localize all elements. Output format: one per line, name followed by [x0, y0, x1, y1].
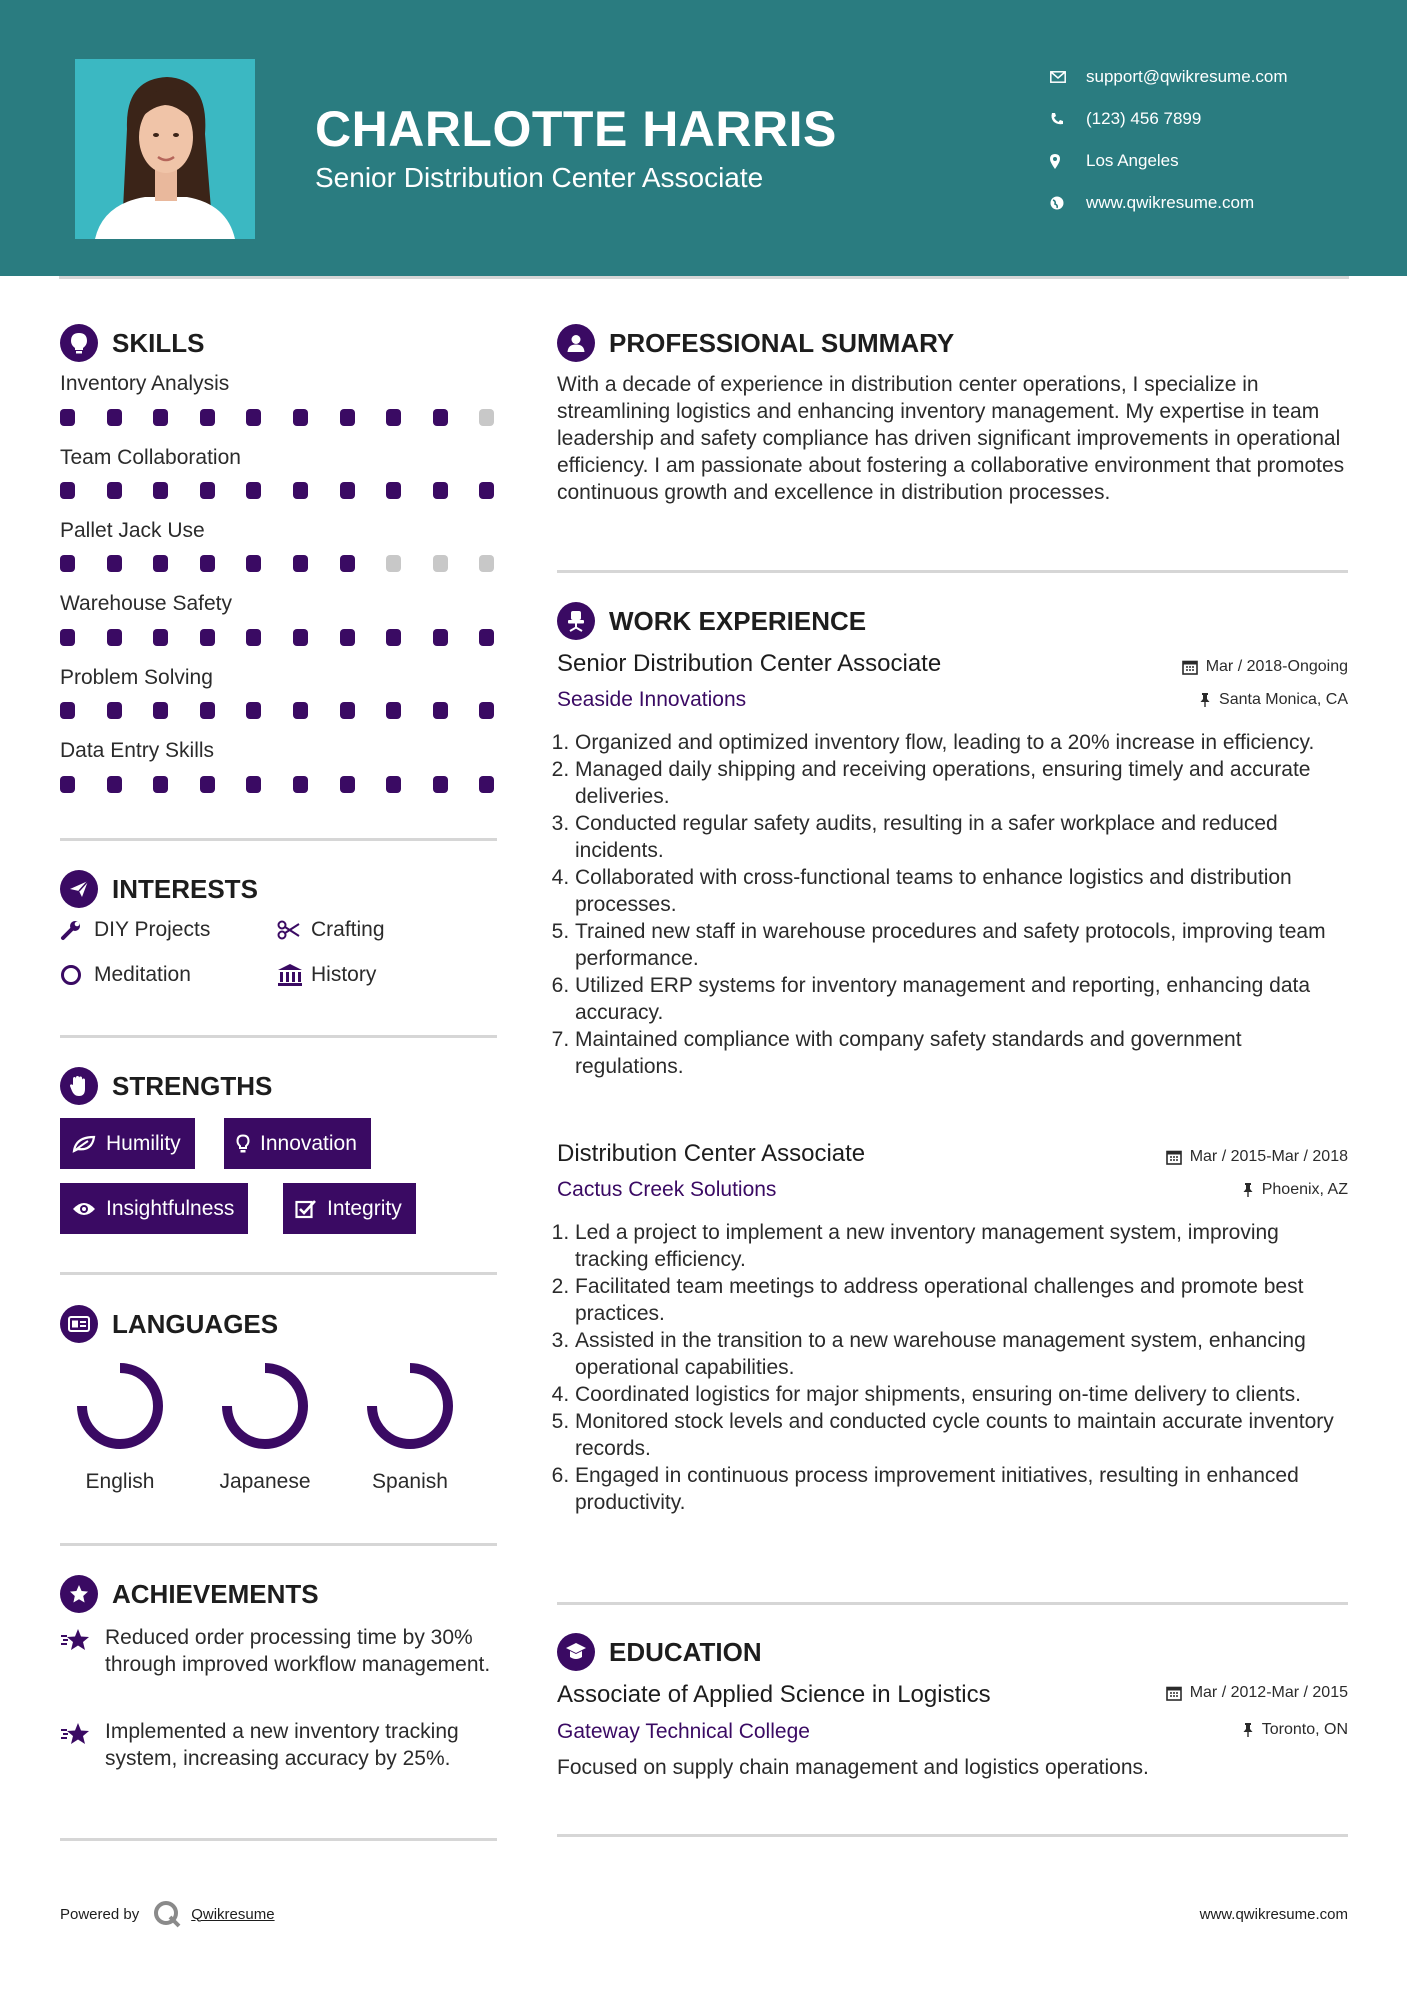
contact-location-text: Los Angeles — [1086, 151, 1179, 170]
skill-dot — [386, 702, 401, 719]
lightbulb-icon — [236, 1134, 250, 1154]
qwikresume-logo-icon — [153, 1900, 181, 1928]
duty-item: 4. Collaborated with cross-functional teams to enhance logistics and distribution processes. — [575, 864, 1355, 918]
skill-name: Data Entry Skills — [60, 739, 215, 762]
scissors-icon — [277, 920, 311, 940]
experience-heading-text: WORK EXPERIENCE — [609, 605, 867, 636]
skill-dot — [479, 629, 494, 646]
achievement-item — [60, 1718, 500, 1772]
skill-rating — [60, 776, 526, 793]
interest-item — [60, 963, 191, 987]
map-pin-icon — [1050, 154, 1086, 169]
section-divider — [557, 1602, 1348, 1605]
school-name: Gateway Technical College — [557, 1720, 810, 1743]
pushpin-icon — [1242, 1182, 1254, 1198]
languages-heading-text: LANGUAGES — [112, 1308, 279, 1339]
skill-dot — [200, 482, 215, 499]
skill-dot — [107, 702, 122, 719]
skill-dot — [60, 702, 75, 719]
job-location — [1199, 691, 1348, 709]
skill-dot — [60, 776, 75, 793]
calendar-icon — [1166, 1685, 1182, 1701]
skill-name: Problem Solving — [60, 666, 213, 689]
skill-rating — [60, 482, 526, 499]
skill-dot — [293, 702, 308, 719]
section-divider — [60, 1272, 497, 1275]
interest-item — [277, 918, 385, 942]
achievements-heading — [60, 1575, 319, 1613]
language-ring-arc — [82, 1368, 158, 1444]
strength-label: Innovation — [260, 1131, 357, 1155]
skill-dot — [107, 482, 122, 499]
job-title: Distribution Center Associate — [557, 1140, 866, 1167]
skill-dot — [386, 409, 401, 426]
interest-label: Meditation — [94, 963, 191, 986]
contact-list — [1050, 56, 1288, 224]
star-icon — [60, 1718, 105, 1772]
skill-dot — [153, 702, 168, 719]
duty-item: 6. Utilized ERP systems for inventory management and reporting, enhancing data accuracy. — [575, 972, 1355, 1026]
skill-rating — [60, 409, 526, 426]
skill-dot — [153, 776, 168, 793]
section-divider — [60, 838, 497, 841]
language-name: English — [85, 1470, 155, 1493]
interest-label: History — [311, 963, 377, 986]
skill-dot — [293, 482, 308, 499]
pushpin-icon — [1199, 692, 1211, 708]
interest-label: Crafting — [311, 918, 385, 941]
education-location — [1242, 1721, 1348, 1739]
duty-item: 6. Engaged in continuous process improvement initiatives, resulting in enhanced productivity. — [575, 1462, 1355, 1516]
language-item — [60, 1358, 180, 1494]
company-name: Seaside Innovations — [557, 688, 747, 711]
skill-dot — [200, 409, 215, 426]
contact-email-text: support@qwikresume.com — [1086, 67, 1288, 86]
strengths-heading-text: STRENGTHS — [112, 1070, 273, 1101]
strength-label: Insightfulness — [106, 1196, 235, 1220]
achievement-text: Reduced order processing time by 30% through improved workflow management. — [105, 1626, 491, 1676]
envelope-icon — [1050, 71, 1086, 83]
duties-list — [575, 729, 1355, 1080]
duty-item: 2. Facilitated team meetings to address operational challenges and promote best practices. — [575, 1273, 1355, 1327]
job-dates-text: Mar / 2018-Ongoing — [1205, 658, 1348, 675]
star-badge-icon — [60, 1575, 98, 1613]
calendar-icon — [1166, 1149, 1182, 1165]
user-icon — [557, 324, 595, 362]
language-ring-arc — [227, 1368, 303, 1444]
profile-photo — [75, 59, 255, 239]
job-dates-text: Mar / 2015-Mar / 2018 — [1189, 1148, 1348, 1165]
contact-phone-text: (123) 456 7899 — [1086, 109, 1202, 128]
section-divider — [557, 570, 1348, 573]
language-level-ring — [362, 1358, 458, 1454]
education-dates-text: Mar / 2012-Mar / 2015 — [1189, 1684, 1348, 1701]
footer-powered-by — [60, 1900, 275, 1928]
job-location — [1242, 1181, 1348, 1199]
language-name: Japanese — [219, 1470, 311, 1493]
skill-name: Inventory Analysis — [60, 372, 230, 395]
wrench-icon — [60, 919, 94, 941]
skill-dot — [479, 776, 494, 793]
language-card-icon — [60, 1305, 98, 1343]
education-description: Focused on supply chain management and logistics operations. — [557, 1756, 1149, 1779]
skill-dot — [246, 702, 261, 719]
phone-icon — [1050, 112, 1086, 126]
office-chair-icon — [557, 602, 595, 640]
skill-dot — [433, 702, 448, 719]
resume-header — [0, 0, 1407, 276]
skill-dot — [246, 409, 261, 426]
duty-item: 1. Organized and optimized inventory flow, leading to a 20% increase in efficiency. — [575, 729, 1355, 756]
section-divider — [60, 1838, 497, 1841]
skill-dot — [293, 776, 308, 793]
skill-dot — [107, 555, 122, 572]
star-icon — [60, 1624, 105, 1678]
job-title: Senior Distribution Center Associate — [557, 650, 942, 677]
skill-dot — [433, 482, 448, 499]
education-dates — [1166, 1684, 1348, 1702]
skill-dot — [433, 555, 448, 572]
skill-dot — [60, 409, 75, 426]
skill-dot — [386, 555, 401, 572]
skill-dot — [246, 482, 261, 499]
achievements-heading-text: ACHIEVEMENTS — [112, 1578, 319, 1609]
summary-text: With a decade of experience in distribution center operations, I specialize in streamlining logistics and enhancing inventory management. My expertise in team leadership and safety compliance has driven significant improvements in operational efficiency. I am passionate about fostering a collaborative environment that promotes continuous growth and excellence in distribution processes. — [557, 373, 1345, 504]
achievement-text: Implemented a new inventory tracking system, increasing accuracy by 25%. — [105, 1720, 459, 1770]
globe-icon — [1050, 196, 1086, 210]
skill-dot — [153, 409, 168, 426]
duty-item: 5. Trained new staff in warehouse procedures and safety protocols, improving team performance. — [575, 918, 1355, 972]
skill-dot — [60, 555, 75, 572]
skill-dot — [386, 482, 401, 499]
interest-label: DIY Projects — [94, 918, 211, 941]
skill-name: Pallet Jack Use — [60, 519, 205, 542]
language-level-ring — [72, 1358, 168, 1454]
interest-item — [60, 918, 210, 942]
experience-heading — [557, 602, 866, 640]
skill-dot — [479, 555, 494, 572]
hand-icon — [60, 1067, 98, 1105]
skill-dot — [479, 482, 494, 499]
pushpin-icon — [1242, 1722, 1254, 1738]
skill-dot — [153, 555, 168, 572]
skills-heading — [60, 324, 204, 362]
duty-item: 5. Monitored stock levels and conducted cycle counts to maintain accurate inventory records. — [575, 1408, 1355, 1462]
paper-plane-icon — [60, 870, 98, 908]
duty-item: 3. Conducted regular safety audits, resulting in a safer workplace and reduced incidents. — [575, 810, 1355, 864]
leaf-icon — [72, 1135, 96, 1153]
skill-dot — [153, 629, 168, 646]
powered-by-text: Powered by — [60, 1905, 140, 1923]
languages-heading — [60, 1305, 278, 1343]
contact-website-text: www.qwikresume.com — [1086, 193, 1255, 212]
skill-dot — [107, 629, 122, 646]
header-divider — [59, 276, 1349, 279]
skill-dot — [386, 629, 401, 646]
skill-dot — [386, 776, 401, 793]
duty-item: 2. Managed daily shipping and receiving operations, ensuring timely and accurate deliveries. — [575, 756, 1355, 810]
calendar-icon — [1182, 659, 1198, 675]
section-divider — [60, 1543, 497, 1546]
skill-dot — [60, 629, 75, 646]
duties-list — [575, 1219, 1355, 1516]
graduation-icon — [557, 1633, 595, 1671]
skill-name: Team Collaboration — [60, 446, 241, 469]
skill-dot — [107, 776, 122, 793]
language-level-ring — [217, 1358, 313, 1454]
checkbox-icon — [295, 1199, 317, 1219]
company-name: Cactus Creek Solutions — [557, 1178, 777, 1201]
skill-rating — [60, 555, 526, 572]
section-divider — [557, 1834, 1348, 1837]
skill-dot — [340, 482, 355, 499]
interests-heading — [60, 870, 258, 908]
duty-item: 3. Assisted in the transition to a new warehouse management system, enhancing operational capabilities. — [575, 1327, 1355, 1381]
strength-tag — [224, 1118, 371, 1169]
lightbulb-icon — [60, 324, 98, 362]
skill-rating — [60, 702, 526, 719]
qwikresume-link[interactable]: Qwikresume — [191, 1905, 275, 1923]
job-location-text: Santa Monica, CA — [1219, 691, 1348, 708]
skill-dot — [340, 776, 355, 793]
skill-dot — [246, 629, 261, 646]
candidate-title: Senior Distribution Center Associate — [315, 162, 764, 193]
skill-dot — [340, 555, 355, 572]
degree-title: Associate of Applied Science in Logistics — [557, 1681, 991, 1708]
education-heading — [557, 1633, 762, 1671]
interest-item — [277, 963, 376, 987]
duty-item: 7. Maintained compliance with company safety standards and government regulations. — [575, 1026, 1355, 1080]
skill-dot — [200, 555, 215, 572]
contact-location — [1050, 140, 1288, 182]
skills-heading-text: SKILLS — [112, 327, 205, 358]
candidate-name: CHARLOTTE HARRIS — [315, 101, 837, 157]
education-location-text: Toronto, ON — [1261, 1721, 1348, 1738]
skill-dot — [60, 482, 75, 499]
summary-heading — [557, 324, 954, 362]
skill-dot — [200, 629, 215, 646]
skill-rating — [60, 629, 526, 646]
skill-dot — [340, 702, 355, 719]
skill-dot — [340, 409, 355, 426]
contact-phone[interactable] — [1050, 98, 1288, 140]
skill-dot — [200, 776, 215, 793]
strength-label: Integrity — [327, 1196, 402, 1220]
strength-tag — [283, 1183, 416, 1234]
museum-icon — [277, 963, 311, 987]
achievement-item — [60, 1624, 500, 1678]
skill-dot — [433, 776, 448, 793]
job-location-text: Phoenix, AZ — [1261, 1181, 1348, 1198]
strengths-heading — [60, 1067, 272, 1105]
eye-icon — [72, 1201, 96, 1217]
skill-dot — [433, 409, 448, 426]
skill-dot — [293, 409, 308, 426]
skill-dot — [246, 776, 261, 793]
job-dates — [1166, 1148, 1348, 1166]
interests-heading-text: INTERESTS — [112, 873, 258, 904]
section-divider — [60, 1035, 497, 1038]
skill-dot — [200, 702, 215, 719]
language-name: Spanish — [372, 1470, 448, 1493]
footer-website[interactable]: www.qwikresume.com — [1199, 1906, 1348, 1923]
skill-dot — [246, 555, 261, 572]
contact-website[interactable] — [1050, 182, 1288, 224]
skill-dot — [107, 409, 122, 426]
summary-heading-text: PROFESSIONAL SUMMARY — [609, 327, 955, 358]
skill-dot — [479, 409, 494, 426]
language-item — [350, 1358, 470, 1494]
strength-tag — [60, 1118, 195, 1169]
duty-item: 4. Coordinated logistics for major shipments, ensuring on-time delivery to clients. — [575, 1381, 1355, 1408]
strength-label: Humility — [106, 1131, 181, 1155]
strength-tag — [60, 1183, 248, 1234]
language-item — [205, 1358, 325, 1494]
job-dates — [1182, 658, 1348, 676]
education-heading-text: EDUCATION — [609, 1636, 762, 1667]
duty-item: 1. Led a project to implement a new inventory management system, improving tracking efficiency. — [575, 1219, 1355, 1273]
circle-icon — [60, 964, 94, 986]
skill-dot — [153, 482, 168, 499]
skill-dot — [340, 629, 355, 646]
skill-dot — [479, 702, 494, 719]
skill-name: Warehouse Safety — [60, 592, 232, 615]
language-ring-arc — [372, 1368, 448, 1444]
skill-dot — [293, 555, 308, 572]
contact-email[interactable] — [1050, 56, 1288, 98]
skill-dot — [293, 629, 308, 646]
skill-dot — [433, 629, 448, 646]
